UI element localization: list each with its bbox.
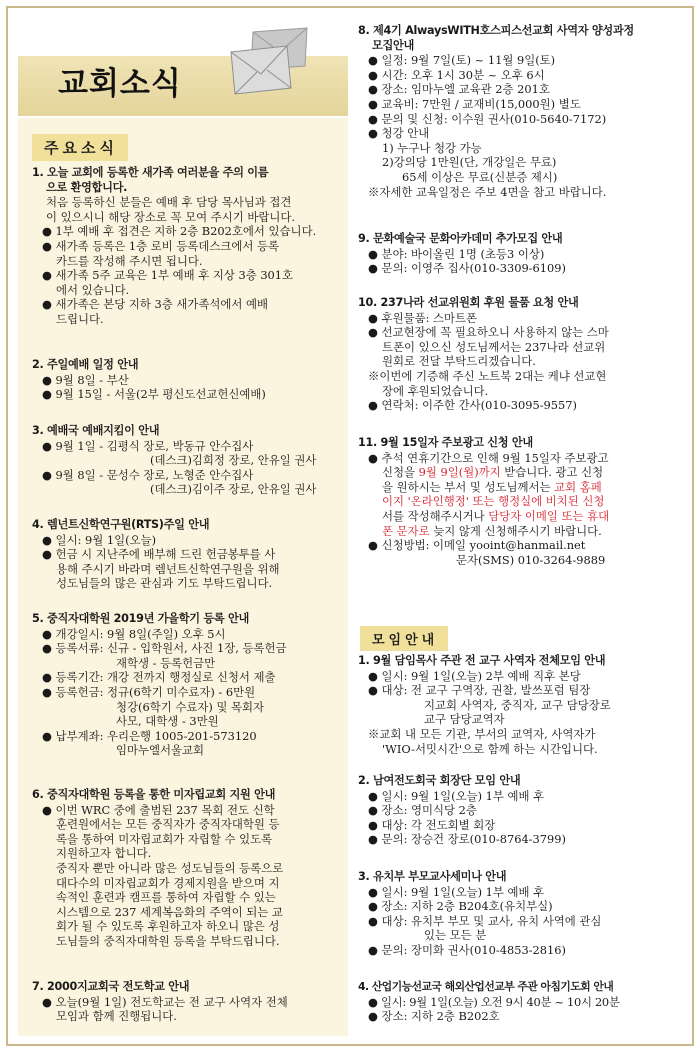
- news-item-237-donation: 10. 237나라 선교위원회 후원 물품 요청 안내 ● 후원물품: 스마트폰 ● 선교현장에 꼭 필요하오니 사용하지 않는 스마 트폰이 있으신 성도님께서는 237나라 선교위 원회로 전달 부탁드리겠습니다. ※이번에 기증해 주신 노트북 2대는 케냐 선교현 장에 후원되었습니다. ● 연락처: 이주한 간사(010-3095-9557): [358, 296, 609, 413]
- news-item-graduate-registration: 5. 중직자대학원 2019년 가을학기 등록 안내 ● 개강일시: 9월 8일(주일) 오후 5시 ● 등록서류: 신규 - 입학원서, 사진 1장, 등록헌금 재학생 - 등록헌금만 ● 등록기간: 개강 전까지 행정실로 신청서 제출 ● 등록헌금: 정규(6학기 미수료자) - 6만원 청강(6학기 수료자) 및 목회자 사모, 대학생 - 3만원 ● 납부계좌: 우리은행 1005-201-573120 임마누엘서울교회: [32, 612, 287, 758]
- news-item-church-support: 6. 중직자대학원 등록을 통한 미자립교회 지원 안내 ● 이번 WRC 중에 출범된 237 목회 전도 신학 훈련원에서는 모든 중직자가 중직자대학원 등 록을 통하여 미자립교회가 자립할 수 있도록 지원하고자 합니다. 중직자 뿐만 아니라 많은 성도님들의 등록으로 대다수의 미자립교회가 경제지원을 받으며 지 속적인 훈련과 캠프를 통하여 자립할 수 있는 시스템으로 237 세계복음화의 주역이 되는 교 회가 될 수 있도록 후원하고자 하오니 많은 성 도님들의 중직자대학원 등록을 부탁드립니다.: [32, 788, 284, 948]
- meeting-item-kindergarten: 3. 유치부 부모교사세미나 안내 ● 일시: 9월 1일(오늘) 1부 예배 후 ● 장소: 지하 2층 B204호(유치부실) ● 대상: 유치부 부모 및 교사, 유치 사역에 관심 있는 모든 분 ● 문의: 장미화 권사(010-4853-2816): [358, 870, 602, 957]
- meeting-item-men-women: 2. 남여전도회국 회장단 모임 안내 ● 일시: 9월 1일(오늘) 1부 예배 후 ● 장소: 영미식당 2층 ● 대상: 각 전도회별 회장 ● 문의: 장승건 장로(010-8764-3799): [358, 774, 566, 847]
- news-item-rts-sunday: 4. 렘넌트신학연구원(RTS)주일 안내 ● 일시: 9월 1일(오늘) ● 헌금 시 지난주에 배부해 드린 헌금봉투를 사 용해 주시기 바라며 렘넌트신학연구원을 위해 성도님들의 많은 관심과 기도 부탁드립니다.: [32, 518, 280, 591]
- section-heading-meetings: 모임안내: [360, 626, 448, 651]
- news-item-worship-keepers: 3. 예배국 예배지킴이 안내 ● 9월 1일 - 김평식 장로, 박동규 안수집사 (데스크)김희정 장로, 안유일 권사 ● 9월 8일 - 문성수 장로, 노형준 안수집사 (데스크)김이주 장로, 안유일 권사: [32, 424, 317, 497]
- section-heading-major-news: 주요소식: [32, 134, 128, 161]
- news-item-culture-academy: 9. 문화예술국 문화아카데미 추가모집 안내 ● 분야: 바이올린 1명 (초등3 이상) ● 문의: 이영주 집사(010-3309-6109): [358, 232, 566, 276]
- page-header: [18, 18, 348, 116]
- news-item-new-family: 1. 오늘 교회에 등록한 새가족 여러분을 주의 이름 으로 환영합니다. 처음 등록하신 분들은 예배 후 담당 목사님과 접견 이 있으시니 해당 장소로 꼭 모여 주시기 바랍니다. ● 1부 예배 후 접견은 지하 2층 B202호에서 있습니다. ● 새가족 등록은 1층 로비 등록데스크에서 등록 카드를 작성해 주시면 됩니다. ● 새가족 5주 교육은 1부 예배 후 지상 3층 301호 에서 있습니다. ● 새가족은 본당 지하 3층 새가족석에서 예배 드립니다.: [32, 166, 317, 326]
- page-title: 교회소식: [58, 66, 182, 102]
- major-news-column: [18, 118, 348, 1036]
- news-item-worship-schedule: 2. 주일예배 일정 안내 ● 9월 8일 - 부산 ● 9월 15일 - 서울(2부 평신도선교헌신예배): [32, 358, 266, 402]
- meeting-item-all-staff: 1. 9월 담임목사 주관 전 교구 사역자 전체모임 안내 ● 일시: 9월 1일(오늘) 2부 예배 직후 본당 ● 대상: 전 교구 구역장, 권찰, 발쓰포럼 팀장 지교회 사역자, 중직자, 교구 담당장로 교구 담당교역자 ※교회 내 모든 기관, 부서의 교역자, 사역자가 'WIO-서밋시간'으로 함께 하는 시간입니다.: [358, 654, 611, 756]
- news-item-evangelism-school: 7. 2000지교회국 전도학교 안내 ● 오늘(9월 1일) 전도학교는 전 교구 사역자 전체 모임과 함께 진행됩니다.: [32, 980, 288, 1024]
- news-item-bulletin-ad: 11. 9월 15일자 주보광고 신청 안내 ● 추석 연휴기간으로 인해 9월 15일자 주보광고 신청을 9월 9일(월)까지 받습니다. 광고 신청 을 원하시는 부서 및 성도님께서는 교회 홈페 이지 '온라인행정' 또는 행정실에 비치된 신청 서를 작성해주시거나 담당자 이메일 또는 휴대 폰 문자로 늦지 않게 신청해주시기 바랍니다. ● 신청방법: 이메일 yooint@hanmail.net 문자(SMS) 010-3264-9889: [358, 436, 610, 567]
- news-item-hospice-training: 8. 제4기 AlwaysWITH호스피스선교회 사역자 양성과정 모집안내 ● 일정: 9월 7일(토) ~ 11월 9일(토) ● 시간: 오후 1시 30분 ~ 오후 6시 ● 장소: 임마누엘 교육관 2층 201호 ● 교육비: 7만원 / 교재비(15,000원) 별도 ● 문의 및 신청: 이수원 권사(010-5640-7172) ● 청강 안내 1) 누구나 청강 가능 2)강의당 1만원(단, 개강일은 무료) 65세 이상은 무료(신분증 제시) ※자세한 교육일정은 주보 4면을 참고 바랍니다.: [358, 24, 634, 199]
- meeting-item-morning-prayer: 4. 산업기능선교국 해외산업선교부 주관 아침기도회 안내 ● 일시: 9월 1일(오늘) 오전 9시 40분 ~ 10시 20분 ● 장소: 지하 2층 B202호: [358, 980, 620, 1024]
- right-column: [350, 18, 682, 1036]
- envelope-icon: [223, 26, 313, 96]
